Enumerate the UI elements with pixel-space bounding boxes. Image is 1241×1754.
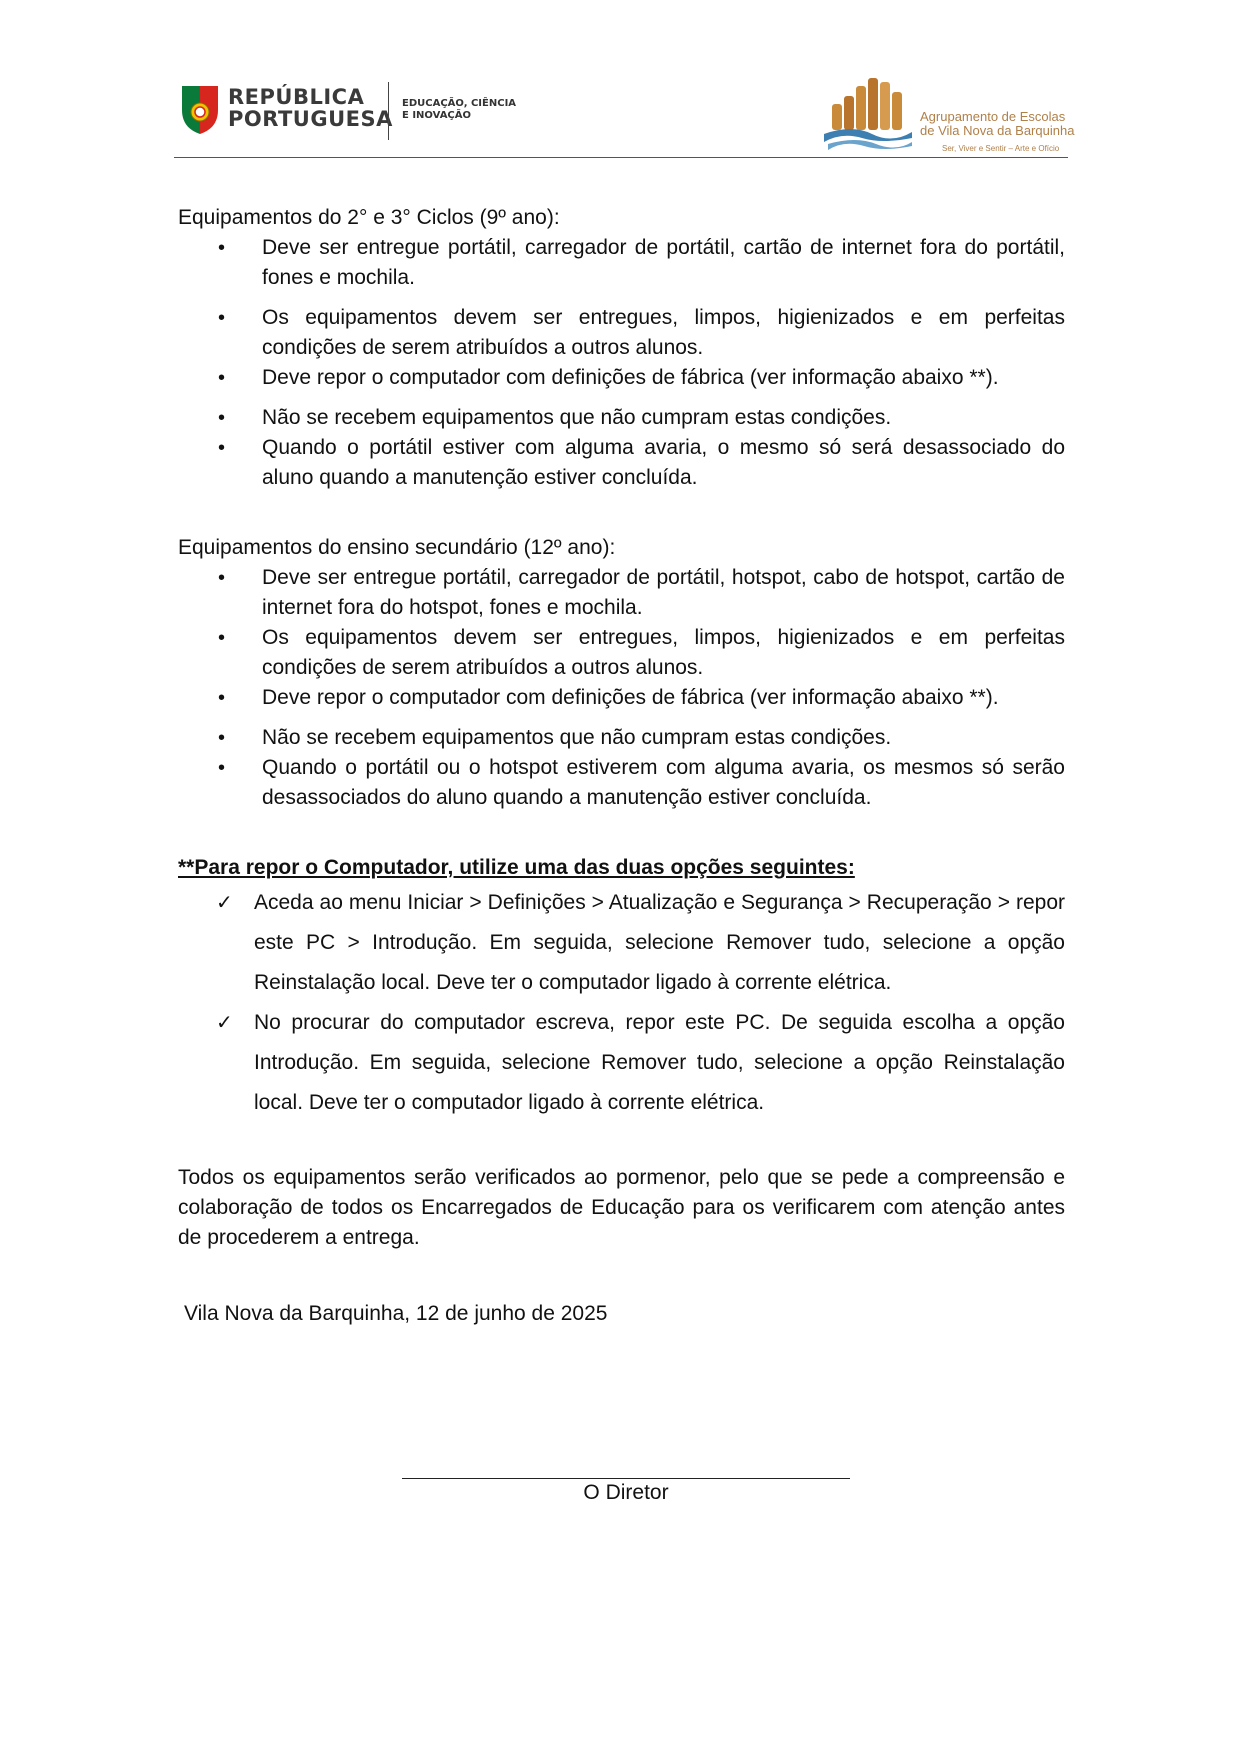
header-separator [388, 82, 389, 140]
list-item: • Deve repor o computador com definições de fábrica (ver informação abaixo **). [178, 683, 1065, 713]
list-item: • Os equipamentos devem ser entregues, limpos, higienizados e em perfeitas condições de serem atribuídos a outros alunos. [178, 303, 1065, 363]
reset-option-2 [178, 1003, 1065, 1123]
page-header [174, 72, 1075, 158]
ministry-name [402, 98, 516, 122]
reset-option-1 [178, 883, 1065, 1003]
signature-label: O Diretor [583, 1481, 669, 1504]
school-line2: de Vila Nova da Barquinha [920, 123, 1075, 138]
reset-option-text: Aceda ao menu Iniciar > Definições > Atualização e Segurança > Recuperação > repor este PC > Introdução. Em seguida, selecione Remover tudo, selecione a opção Reinstalação local. Deve ter o computador ligado à corrente elétrica. [254, 891, 1065, 994]
list-item: • Os equipamentos devem ser entregues, limpos, higienizados e em perfeitas condições de serem atribuídos a outros alunos. [178, 623, 1065, 683]
list-item: • Quando o portátil ou o hotspot estiverem com alguma avaria, os mesmos só serão desassociados do aluno quando a manutenção estiver concluída. [178, 753, 1065, 813]
closing-paragraph: Todos os equipamentos serão verificados ao pormenor, pelo que se pede a compreensão e colaboração de todos os Encarregados de Educação para os verificarem com atenção antes de procederem a entrega. [178, 1166, 1065, 1249]
list-item: • Quando o portátil estiver com alguma avaria, o mesmo só será desassociado do aluno quando a manutenção estiver concluída. [178, 433, 1065, 493]
list-item: • Não se recebem equipamentos que não cumpram estas condições. [178, 723, 1065, 753]
list-item: • Deve ser entregue portátil, carregador de portátil, cartão de internet fora do portátil, fones e mochila. [178, 233, 1065, 293]
reset-option-text: No procurar do computador escreva, repor este PC. De seguida escolha a opção Introdução. Em seguida, selecione Remover tudo, selecione a opção Reinstalação local. Deve ter o computador ligado à corrente elétrica. [254, 1011, 1065, 1114]
ministry-line2: E INOVAÇÃO [402, 110, 472, 121]
list-item: • Deve ser entregue portátil, carregador de portátil, hotspot, cabo de hotspot, cartão de internet fora do hotspot, fones e mochila. [178, 563, 1065, 623]
list-item: • Não se recebem equipamentos que não cumpram estas condições. [178, 403, 1065, 433]
school-logo [822, 72, 914, 158]
ministry-line1: EDUCAÇÃO, CIÊNCIA [402, 98, 517, 109]
checkmark-icon: ✓ [216, 892, 233, 914]
checkmark-icon: ✓ [216, 1012, 233, 1034]
school-name [920, 110, 1074, 154]
gov-line2: PORTUGUESA [228, 107, 393, 131]
reset-options-list [178, 883, 1065, 1123]
section2-list [178, 563, 1065, 813]
school-motto: Ser, Viver e Sentir – Arte e Ofício [942, 144, 1060, 153]
section1-title: Equipamentos do 2° e 3° Ciclos (9º ano): [178, 206, 560, 229]
portuguese-flag-logo [178, 82, 222, 138]
government-name [228, 86, 393, 130]
list-item: • Deve repor o computador com definições de fábrica (ver informação abaixo **). [178, 363, 1065, 393]
section2-title: Equipamentos do ensino secundário (12º ano): [178, 536, 616, 559]
section1-list [178, 233, 1065, 493]
reset-instructions-title: **Para repor o Computador, utilize uma das duas opções seguintes: [178, 856, 855, 879]
place-date: Vila Nova da Barquinha, 12 de junho de 2025 [184, 1302, 608, 1325]
document-body [178, 203, 1065, 1329]
header-rule [174, 157, 1068, 158]
gov-line1: REPÚBLICA [228, 85, 365, 109]
school-line1: Agrupamento de Escolas [920, 109, 1066, 124]
